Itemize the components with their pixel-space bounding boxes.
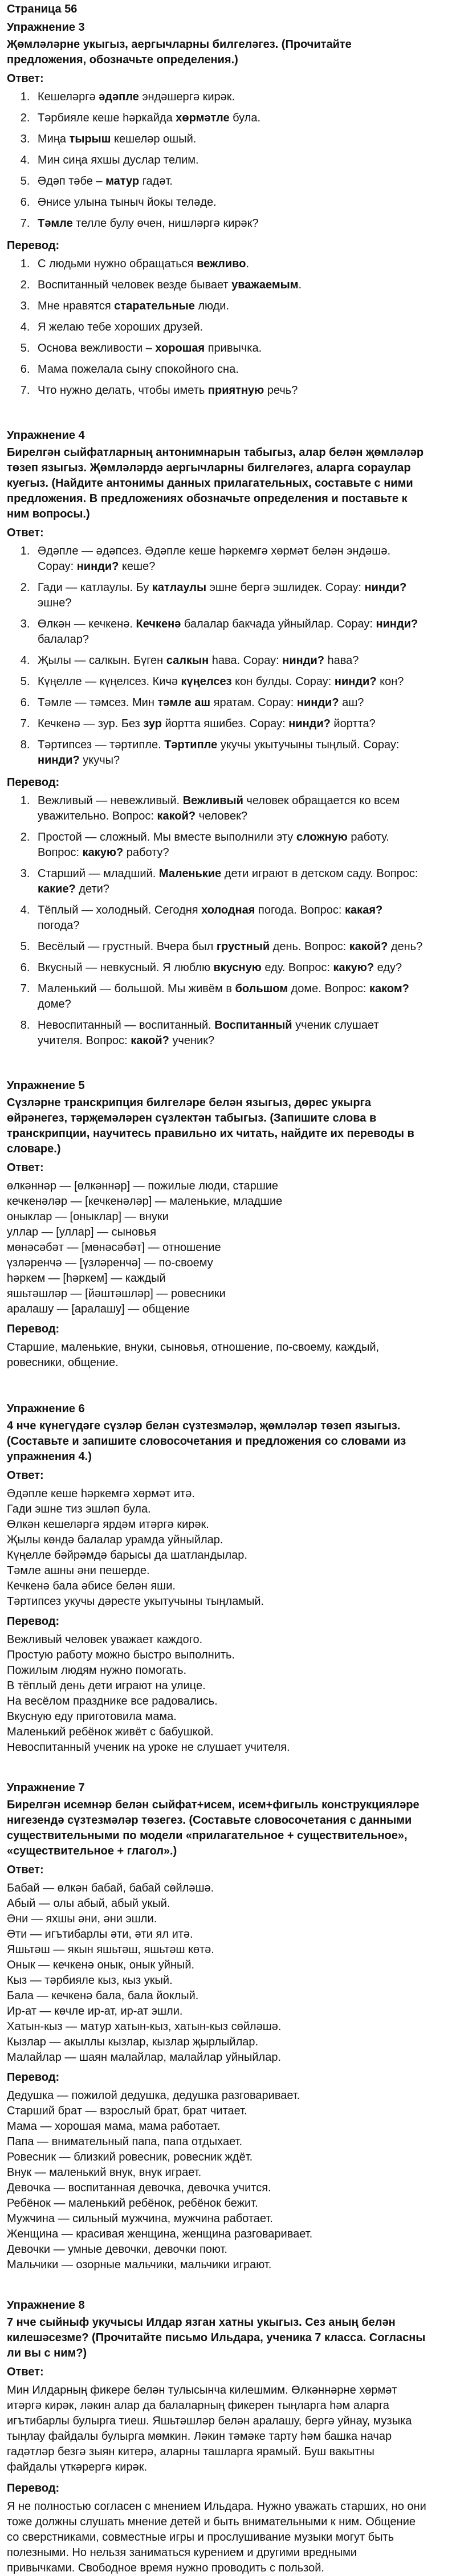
text-line: үзләренчә — [үзләренчә] — по-своему	[7, 1257, 213, 1269]
translation-lines	[7, 1632, 426, 1755]
text-line: оныклар — [оныклар] — внуки	[7, 1210, 169, 1223]
list-item: 2. Гади — катлаулы. Бу катлаулы эшне бергә эшлидек. Сорау: нинди? эшне?	[33, 580, 426, 611]
text-line: Тәмле ашны әни пешерде.	[7, 1564, 150, 1577]
exercise-5	[7, 1078, 426, 1371]
list-item: 5. Весёлый — грустный. Вчера был грустный день. Вопрос: какой? день?	[33, 939, 426, 955]
exercise-task: Сүзләрне транскрипция билгеләре белән языгыз, дөрес укырга өйрәнегез, тәрҗемәләрен сүзлектән табыгыз. (Запишите слова в транскрипции, научитесь правильно их читать, найдите их переводы в словаре.)	[7, 1097, 414, 1155]
answer-lines	[7, 1881, 426, 2065]
exercise-task: 7 нче сыйныф укучысы Илдар язган хатны укыгыз. Сез аның белән килешәсезме? (Прочитайте письмо Ильдара, ученика 7 класса. Согласны ли вы с ним?)	[7, 2316, 426, 2359]
text-line: Мама — хорошая мама, мама работает.	[7, 2120, 221, 2133]
list-item: 4. Я желаю тебе хороших друзей.	[33, 320, 426, 335]
text-line: Абый — олы абый, абый укый.	[7, 1897, 170, 1910]
list-item: 1. Кешеләргә әдәпле эндәшергә кирәк.	[33, 89, 426, 105]
list-item: 2. Воспитанный человек везде бывает уважаемым.	[33, 278, 426, 293]
text-line: Пожилым людям нужно помогать.	[7, 1664, 187, 1677]
text-line: Кызлар — акыллы кызлар, кызлар җырлыйлар.	[7, 2036, 259, 2048]
answer-label: Ответ:	[7, 1161, 44, 1174]
text-line: Гади эшне тиз эшләп була.	[7, 1503, 151, 1515]
text-line: Күңелле бәйрәмдә барысы да шатландылар.	[7, 1549, 247, 1562]
text-line: Мальчики — озорные мальчики, мальчики играют.	[7, 2259, 272, 2271]
text-line: яшьтәшләр — [йәштәшләр] — ровесники	[7, 1287, 226, 1300]
translation-label: Перевод:	[7, 2071, 60, 2084]
exercise-task: Бирелгән сыйфатларның антонимнарын табыгыз, алар белән җөмләләр төзеп языгыз. Җөмләләрдә аергычларны билгеләгез, аларга сораулар куегыз. (Найдите антонимы данных прилагательных, составьте с ними предложения. В предложениях обозначьте определения и поставьте к ним вопросы.)	[7, 446, 424, 520]
text-line: Тәртипсез укучы дәресте укытучыны тыңламый.	[7, 1595, 264, 1608]
list-item: 1. Әдәпле — әдәпсез. Әдәпле кеше һәркемгә хөрмәт белән эндәшә. Сорау: нинди? кеше?	[33, 544, 426, 574]
translation-list	[7, 256, 426, 398]
text-line: Әти — игътибарлы әти, әти ял итә.	[7, 1928, 193, 1941]
exercise-task: Бирелгән исемнәр белән сыйфат+исем, исем+фигыль конструкцияләре нигезендә сүзтезмәләр төзегез. (Составьте словосочетания с данными существительными по модели «прилагательное + существительное», «существительное + глагол».)	[7, 1799, 420, 1857]
exercise-task: Җөмләләрне укыгыз, аергычларны билгеләгез. (Прочитайте предложения, обозначьте определения.)	[7, 38, 352, 66]
exercise-title: Упражнение 7	[7, 1782, 85, 1794]
exercise-8	[7, 2298, 426, 2576]
list-item: 1. С людьми нужно обращаться вежливо.	[33, 256, 426, 272]
text-line: Малайлар — шаян малайлар, малайлар уйныйлар.	[7, 2051, 282, 2064]
list-item: 6. Әнисе улына тыныч йокы теләде.	[33, 195, 426, 210]
text-line: Онык — кечкенә онык, онык уйный.	[7, 1959, 195, 1971]
exercise-title: Упражнение 8	[7, 2299, 85, 2312]
text-line: Ровесник — близкий ровесник, ровесник ждёт.	[7, 2151, 253, 2163]
answer-label: Ответ:	[7, 1864, 44, 1876]
translation-label: Перевод:	[7, 1615, 60, 1628]
text-line: кечкенәләр — [кечкенәләр] — маленькие, младшие	[7, 1195, 283, 1208]
list-item: 6. Вкусный — невкусный. Я люблю вкусную еду. Вопрос: какую? еду?	[33, 960, 426, 976]
text-line: Әни — яхшы әни, әни эшли.	[7, 1913, 157, 1925]
text-line: Маленький ребёнок живёт с бабушкой.	[7, 1726, 214, 1738]
text-line: Бала — кечкенә бала, бала йоклый.	[7, 1990, 199, 2002]
exercise-title: Упражнение 6	[7, 1403, 85, 1415]
list-item: 5. Күңелле — күңелсез. Кичә күңелсез кон булды. Сорау: нинди? кон?	[33, 674, 426, 690]
text-line: Папа — внимательный папа, папа отдыхает.	[7, 2135, 243, 2148]
text-line: Кыз — тәрбияле кыз, кыз укый.	[7, 1974, 173, 1987]
list-item: 6. Тәмле — тәмсез. Мин тәмле аш яратам. Сорау: нинди? аш?	[33, 695, 426, 711]
text-line: Кечкенә бала әбисе белән яши.	[7, 1580, 176, 1592]
page-title: Страница 56	[7, 3, 78, 15]
exercise-7	[7, 1780, 426, 2273]
exercise-title: Упражнение 3	[7, 21, 85, 34]
text-line: Девочка — воспитанная девочка, девочка учится.	[7, 2182, 271, 2194]
answer-label: Ответ:	[7, 2366, 44, 2378]
list-item: 4. Тёплый — холодный. Сегодня холодная погода. Вопрос: какая? погода?	[33, 903, 426, 934]
list-item: 3. Өлкән — кечкенә. Кечкенә балалар бакчада уйныйлар. Сорау: нинди? балалар?	[33, 617, 426, 647]
list-item: 8. Невоспитанный — воспитанный. Воспитанный ученик слушает учителя. Вопрос: какой? ученик?	[33, 1018, 426, 1049]
text-line: аралашу — [аралашу] — общение	[7, 1303, 190, 1315]
translation-text: Я не полностью согласен с мнением Ильдара. Нужно уважать старших, но они тоже должны слушать мнение детей и быть внимательными к ним. Общение со сверстниками, совместные игры и прослушивание музыки могут быть полезными. Но нельзя заниматься курением и другими вредными привычками. Свободное время нужно проводить с пользой.	[7, 2500, 426, 2574]
list-item: 7. Что нужно делать, чтобы иметь приятную речь?	[33, 383, 426, 398]
text-line: Ребёнок — маленький ребёнок, ребёнок бежит.	[7, 2197, 258, 2210]
list-item: 1. Вежливый — невежливый. Вежливый человек обращается ко всем уважительно. Вопрос: какой? человек?	[33, 793, 426, 824]
exercise-title: Упражнение 5	[7, 1079, 85, 1092]
translation-list	[7, 793, 426, 1049]
text-line: уллар — [уллар] — сыновья	[7, 1226, 157, 1238]
translation-lines	[7, 2088, 426, 2273]
text-line: Вкусную еду приготовила мама.	[7, 1710, 177, 1723]
text-line: В тёплый день дети играют на улице.	[7, 1680, 206, 1692]
list-item: 3. Старший — младший. Маленькие дети играют в детском саду. Вопрос: какие? дети?	[33, 866, 426, 897]
list-item: 6. Мама пожелала сыну спокойного сна.	[33, 362, 426, 377]
list-item: 5. Әдәп тәбе – матур гадәт.	[33, 174, 426, 189]
exercise-4	[7, 428, 426, 1049]
answer-label: Ответ:	[7, 72, 44, 85]
text-line: һәркем — [һәркем] — каждый	[7, 1272, 166, 1285]
text-line: Простую работу можно быстро выполнить.	[7, 1649, 235, 1661]
list-item: 3. Мне нравятся старательные люди.	[33, 299, 426, 314]
list-item: 4. Җылы — салкын. Бүген салкын һава. Сорау: нинди? һава?	[33, 653, 426, 669]
text-line: Хатын-кыз — матур хатын-кыз, хатын-кыз сөйләшә.	[7, 2020, 282, 2033]
answer-lines	[7, 1486, 426, 1609]
text-line: Өлкән кешеләргә ярдәм итәргә кирәк.	[7, 1518, 209, 1531]
list-item: 5. Основа вежливости – хорошая привычка.	[33, 341, 426, 356]
text-line: Яшьтәш — якын яшьтәш, яшьтәш көтә.	[7, 1943, 214, 1956]
list-item: 7. Маленький — большой. Мы живём в большом доме. Вопрос: каком? доме?	[33, 981, 426, 1012]
text-line: Невоспитанный ученик на уроке не слушает учителя.	[7, 1741, 290, 1754]
text-line: На весёлом празднике все радовались.	[7, 1695, 218, 1707]
exercise-6	[7, 1401, 426, 1755]
text-line: Мужчина — сильный мужчина, мужчина работает.	[7, 2212, 273, 2225]
list-item: 7. Кечкенә — зур. Без зур йортта яшибез. Сорау: нинди? йортта?	[33, 716, 426, 732]
text-line: мөнәсәбәт — [мөнәсәбәт] — отношение	[7, 1241, 221, 1254]
list-item: 8. Тәртипсез — тәртипле. Тәртипле укучы укытучыны тыңлый. Сорау: нинди? укучы?	[33, 737, 426, 768]
text-line: Җылы көндә балалар урамда уйныйлар.	[7, 1534, 223, 1546]
translation-label: Перевод:	[7, 2482, 60, 2495]
answer-text: Мин Илдарның фикере белән тулысынча килешмим. Өлкәннәрне хөрмәт итәргә кирәк, ләкин алар да балаларның фикерен тыңларга һәм аларга игътибарлы булырга тиеш. Яшьтәшләр белән аралашу, бергә уйнау, музыка тыңлау файдалы булырга мөмкин. Ләкин тәмәке тарту һәм башка начар гадәтләр безгә зыян китерә, аларны ташларга ярамый. Буш вакытны файдалы үткәрергә кирәк.	[7, 2384, 412, 2473]
exercise-task: 4 нче күнегүдәге сүзләр белән сүзтезмәләр, җөмләләр төзеп языгыз. (Составьте и запишите словосочетания и предложения со словами из упражнения 4.)	[7, 1420, 406, 1463]
list-item: 3. Миңа тырыш кешеләр ошый.	[33, 132, 426, 147]
answer-label: Ответ:	[7, 527, 44, 539]
answer-label: Ответ:	[7, 1469, 44, 1482]
text-line: Бабай — өлкән бабай, бабай сөйләшә.	[7, 1882, 214, 1894]
list-item: 2. Тәрбияле кеше һәркайда хөрмәтле була.	[33, 111, 426, 126]
answer-list	[7, 544, 426, 768]
text-line: Девочки — умные девочки, девочки поют.	[7, 2243, 227, 2256]
answer-list	[7, 89, 426, 231]
text-line: Старший брат — взрослый брат, брат читает.	[7, 2105, 247, 2117]
list-item: 4. Мин сиңа яхшы дуслар телим.	[33, 153, 426, 168]
text-line: Әдәпле кеше һәркемгә хөрмәт итә.	[7, 1487, 195, 1500]
text-line: Дедушка — пожилой дедушка, дедушка разговаривает.	[7, 2089, 300, 2102]
text-line: Женщина — красивая женщина, женщина разговаривает.	[7, 2228, 313, 2240]
translation-text: Старшие, маленькие, внуки, сыновья, отношение, по-своему, каждый, ровесники, общение.	[7, 1341, 380, 1369]
text-line: Внук — маленький внук, внук играет.	[7, 2166, 202, 2179]
translation-label: Перевод:	[7, 239, 60, 252]
exercise-title: Упражнение 4	[7, 429, 85, 442]
exercise-3	[7, 20, 426, 398]
text-line: өлкәннәр — [өлкәннәр] — пожилые люди, старшие	[7, 1180, 279, 1192]
text-line: Ир-ат — көчле ир-ат, ир-ат эшли.	[7, 2005, 183, 2017]
text-line: Вежливый человек уважает каждого.	[7, 1633, 203, 1646]
list-item: 7. Тәмле телле булу өчен, нишләргә кирәк?	[33, 216, 426, 231]
answer-lines	[7, 1179, 426, 1317]
translation-label: Перевод:	[7, 776, 60, 789]
translation-label: Перевод:	[7, 1323, 60, 1335]
list-item: 2. Простой — сложный. Мы вместе выполнили эту сложную работу. Вопрос: какую? работу?	[33, 830, 426, 861]
